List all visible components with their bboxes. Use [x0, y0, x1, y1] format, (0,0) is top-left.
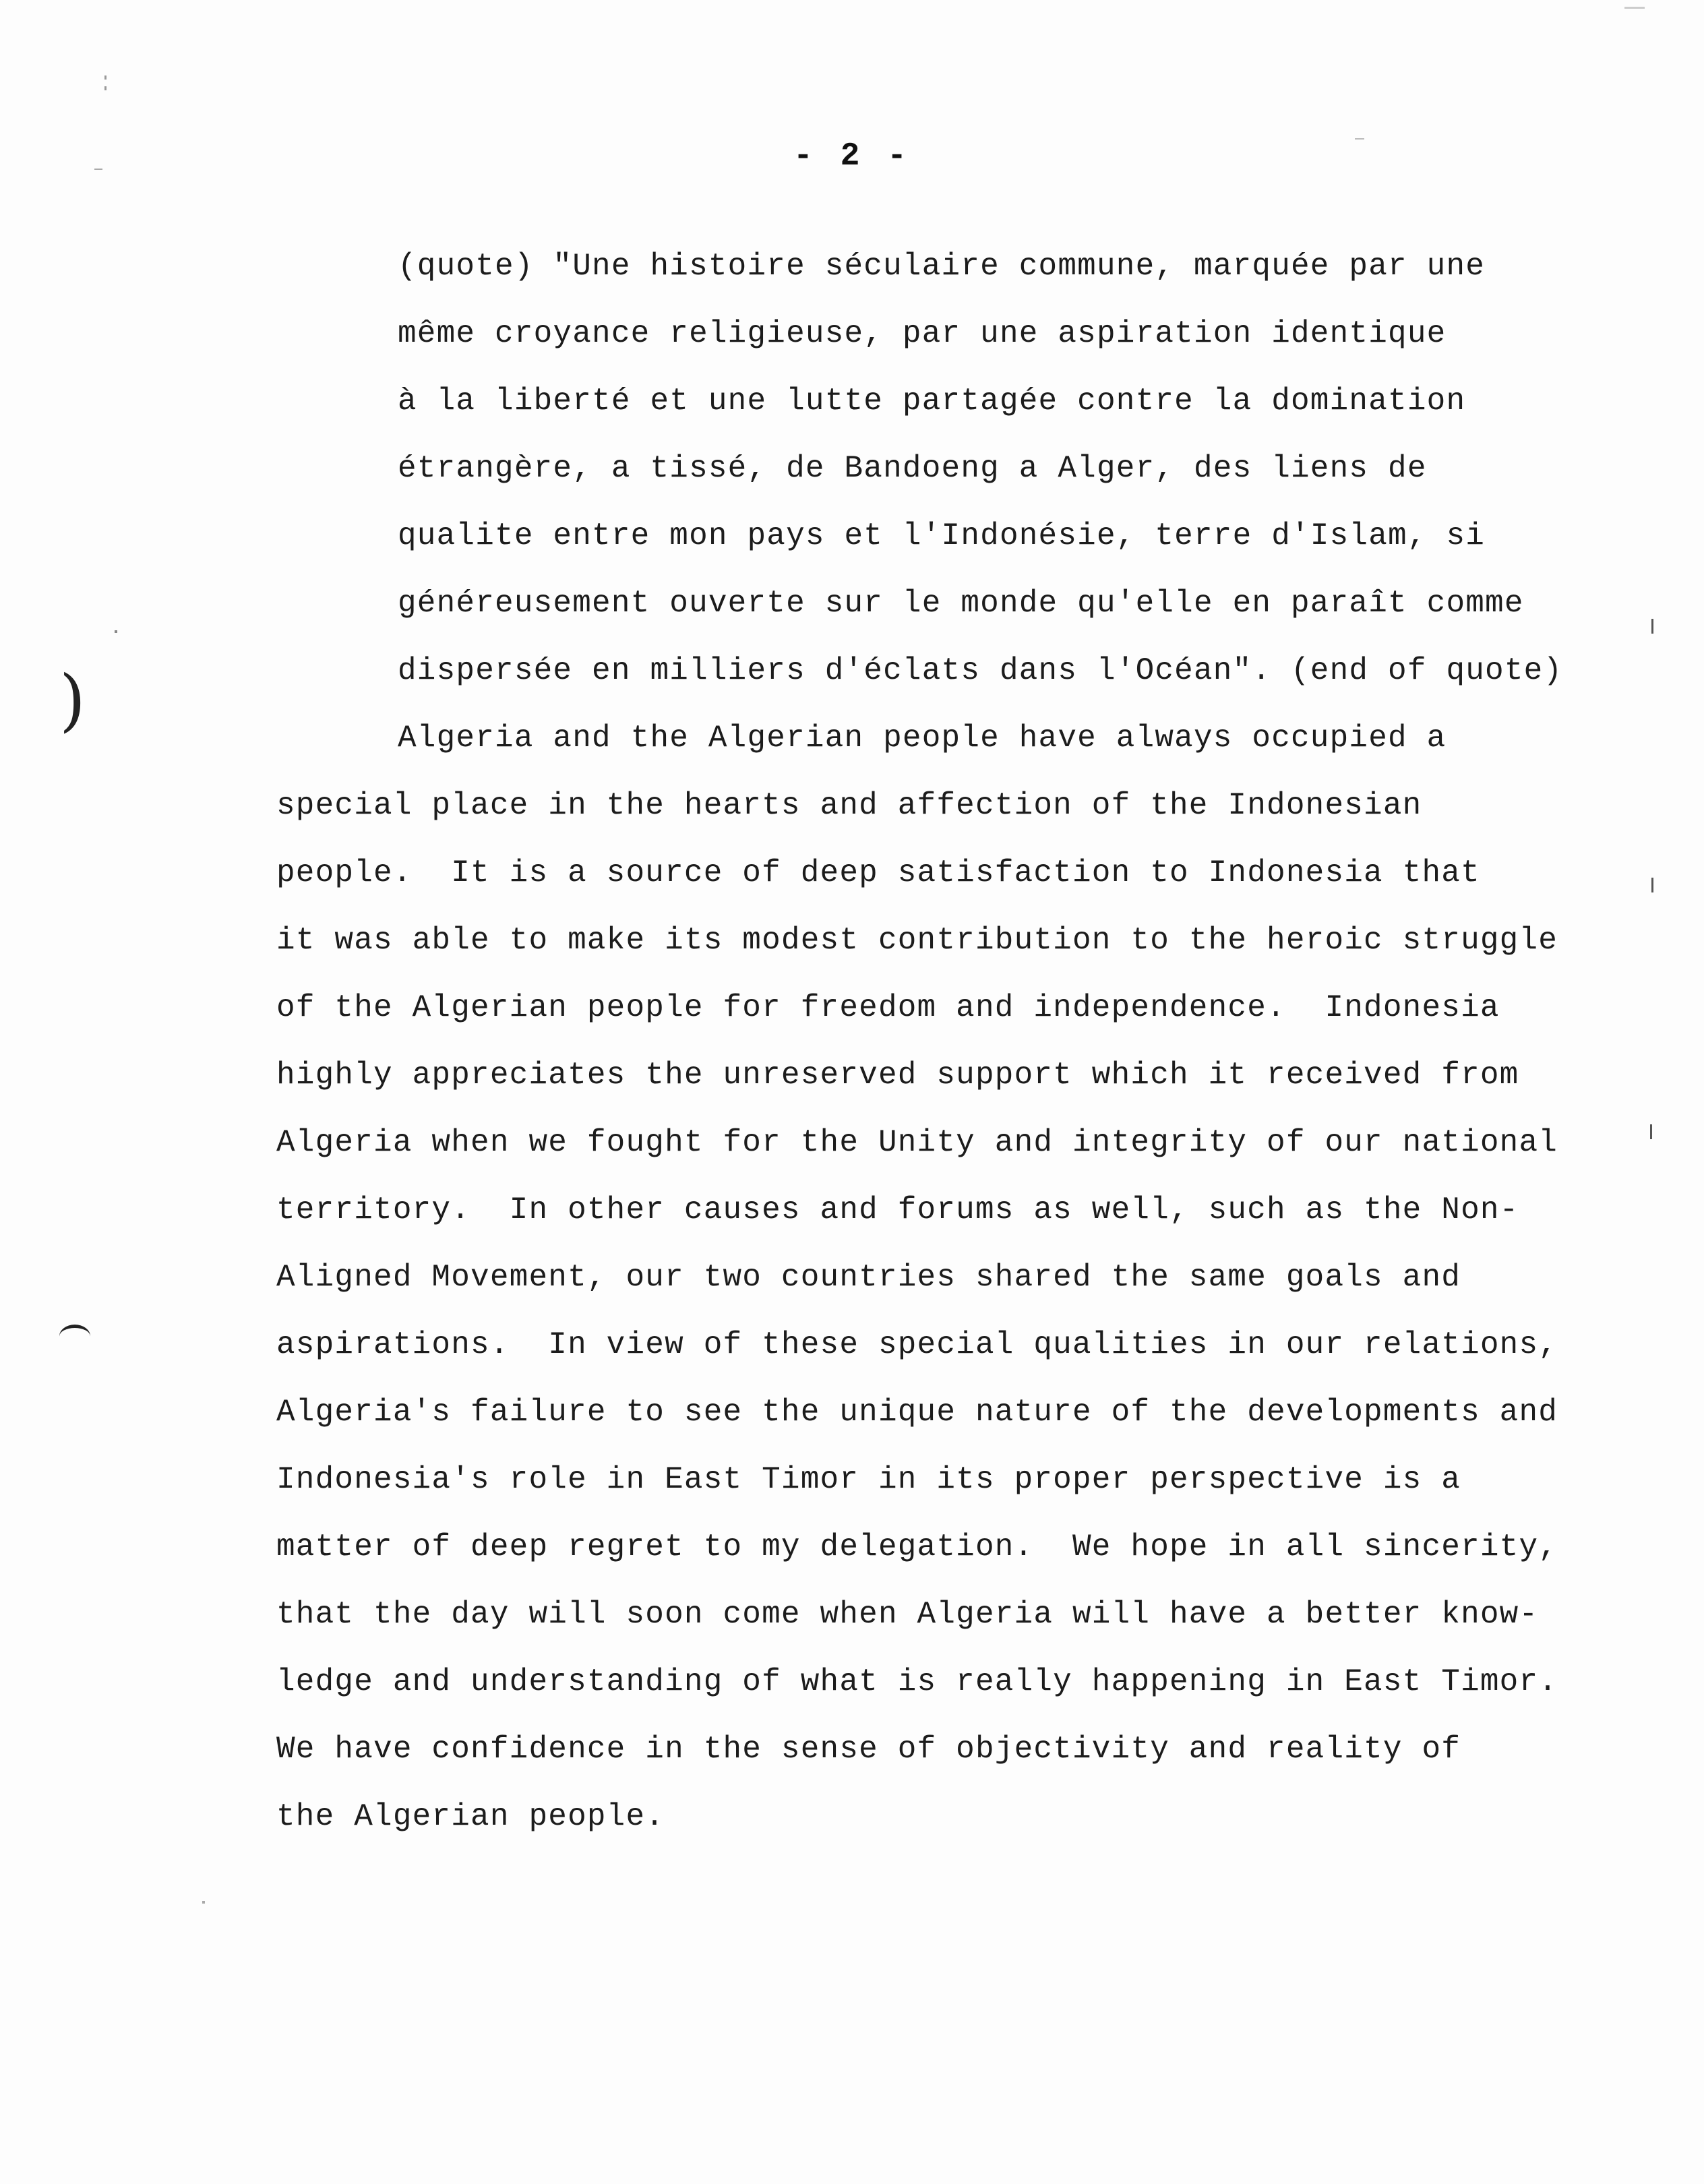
body-line: We have confidence in the sense of objectivity and reality of	[276, 1732, 1461, 1767]
margin-speck	[94, 169, 102, 170]
margin-speck	[1355, 138, 1364, 140]
page-number: - 2 -	[793, 138, 911, 175]
quote-line: étrangère, a tissé, de Bandoeng a Alger, des liens de	[398, 451, 1427, 486]
body-line: Algeria and the Algerian people have always occupied a	[398, 721, 1447, 756]
body-line: Indonesia's role in East Timor in its proper perspective is a	[276, 1462, 1461, 1497]
quote-line: généreusement ouverte sur le monde qu'elle en paraît comme	[398, 586, 1524, 621]
margin-speck	[1650, 1124, 1652, 1139]
body-line: people. It is a source of deep satisfaction to Indonesia that	[276, 855, 1480, 890]
quote-line: (quote) "Une histoire séculaire commune, marquée par une	[398, 249, 1486, 284]
body-line: special place in the hearts and affection of the Indonesian	[276, 788, 1422, 823]
quote-line: même croyance religieuse, par une aspiration identique	[398, 316, 1447, 351]
body-line: Algeria when we fought for the Unity and integrity of our national	[276, 1125, 1558, 1160]
body-line: it was able to make its modest contribution to the heroic struggle	[276, 923, 1558, 958]
margin-speck	[115, 630, 117, 633]
body-line: territory. In other causes and forums as well, such as the Non-	[276, 1192, 1519, 1227]
body-line: matter of deep regret to my delegation. We hope in all sincerity,	[276, 1529, 1558, 1565]
body-line: the Algerian people.	[276, 1799, 665, 1834]
margin-speck	[1651, 878, 1653, 892]
hole-punch-mark: )	[59, 661, 86, 739]
margin-speck	[202, 1901, 205, 1904]
margin-speck	[1651, 619, 1653, 634]
body-line: Algeria's failure to see the unique nature of the developments and	[276, 1395, 1558, 1430]
margin-speck	[104, 75, 106, 80]
body-line: Aligned Movement, our two countries shared the same goals and	[276, 1260, 1461, 1295]
body-line: highly appreciates the unreserved support which it received from	[276, 1058, 1519, 1093]
body-line: aspirations. In view of these special qualities in our relations,	[276, 1327, 1558, 1362]
body-line: that the day will soon come when Algeria will have a better know-	[276, 1597, 1539, 1632]
body-line: of the Algerian people for freedom and independence. Indonesia	[276, 990, 1500, 1025]
margin-speck	[1624, 7, 1645, 9]
quote-line: dispersée en milliers d'éclats dans l'Océan". (end of quote)	[398, 653, 1563, 688]
quote-line: à la liberté et une lutte partagée contre la domination	[398, 384, 1466, 419]
body-line: ledge and understanding of what is really happening in East Timor.	[276, 1664, 1558, 1699]
quote-line: qualite entre mon pays et l'Indonésie, terre d'Islam, si	[398, 518, 1486, 553]
margin-speck	[104, 86, 106, 90]
hole-punch-mark	[59, 1325, 90, 1348]
